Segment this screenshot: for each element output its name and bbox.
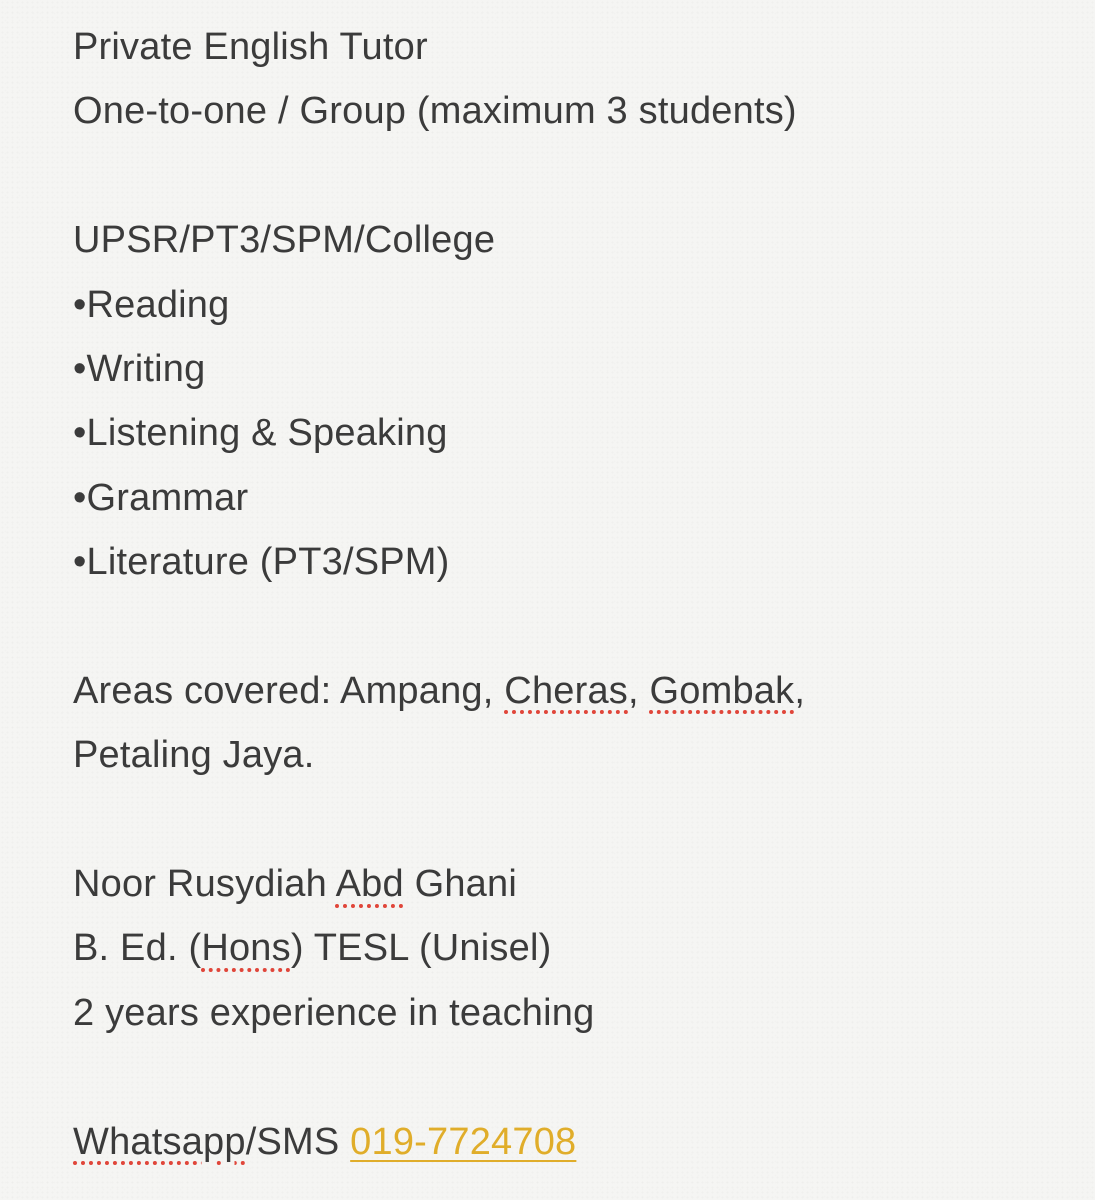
blank-line xyxy=(73,1045,1033,1109)
note-body[interactable] xyxy=(73,15,1033,1174)
tutor-name-first: Noor Rusydiah xyxy=(73,863,336,906)
tutor-experience: 2 years experience in teaching xyxy=(73,991,595,1034)
lesson-format: One-to-one / Group (maximum 3 students) xyxy=(73,90,797,133)
spellcheck-word-abd[interactable]: Abd xyxy=(335,863,404,906)
tutor-qualification xyxy=(73,916,1033,980)
areas-covered xyxy=(73,659,1033,723)
blank-line xyxy=(73,788,1033,852)
qualification-prefix: B. Ed. ( xyxy=(73,927,202,970)
subject-item: •Reading xyxy=(73,283,230,326)
areas-end: , xyxy=(794,669,806,712)
tutor-name xyxy=(73,852,1033,916)
spellcheck-word-cheras[interactable]: Cheras xyxy=(504,669,628,712)
spellcheck-word-hons[interactable]: Hons xyxy=(201,927,291,970)
contact-sms: /SMS xyxy=(245,1120,351,1163)
subject-item: •Grammar xyxy=(73,476,249,519)
tutor-name-last: Ghani xyxy=(403,863,517,906)
contact-line xyxy=(73,1110,1033,1174)
blank-line xyxy=(73,144,1033,208)
levels: UPSR/PT3/SPM/College xyxy=(73,219,496,262)
note-title: Private English Tutor xyxy=(73,26,428,68)
spellcheck-word-whatsapp[interactable]: Whatsapp xyxy=(73,1120,246,1163)
subject-item: •Listening & Speaking xyxy=(73,412,448,455)
phone-number-link[interactable]: 019-7724708 xyxy=(350,1120,577,1163)
subject-item: •Literature (PT3/SPM) xyxy=(73,541,450,584)
subject-item: •Writing xyxy=(73,347,206,390)
areas-separator: , xyxy=(628,669,650,712)
blank-line xyxy=(73,595,1033,659)
qualification-suffix: ) TESL (Unisel) xyxy=(290,927,552,970)
spellcheck-word-gombak[interactable]: Gombak xyxy=(649,669,795,712)
areas-prefix: Areas covered: Ampang, xyxy=(73,669,505,712)
areas-line-2: Petaling Jaya. xyxy=(73,734,315,777)
